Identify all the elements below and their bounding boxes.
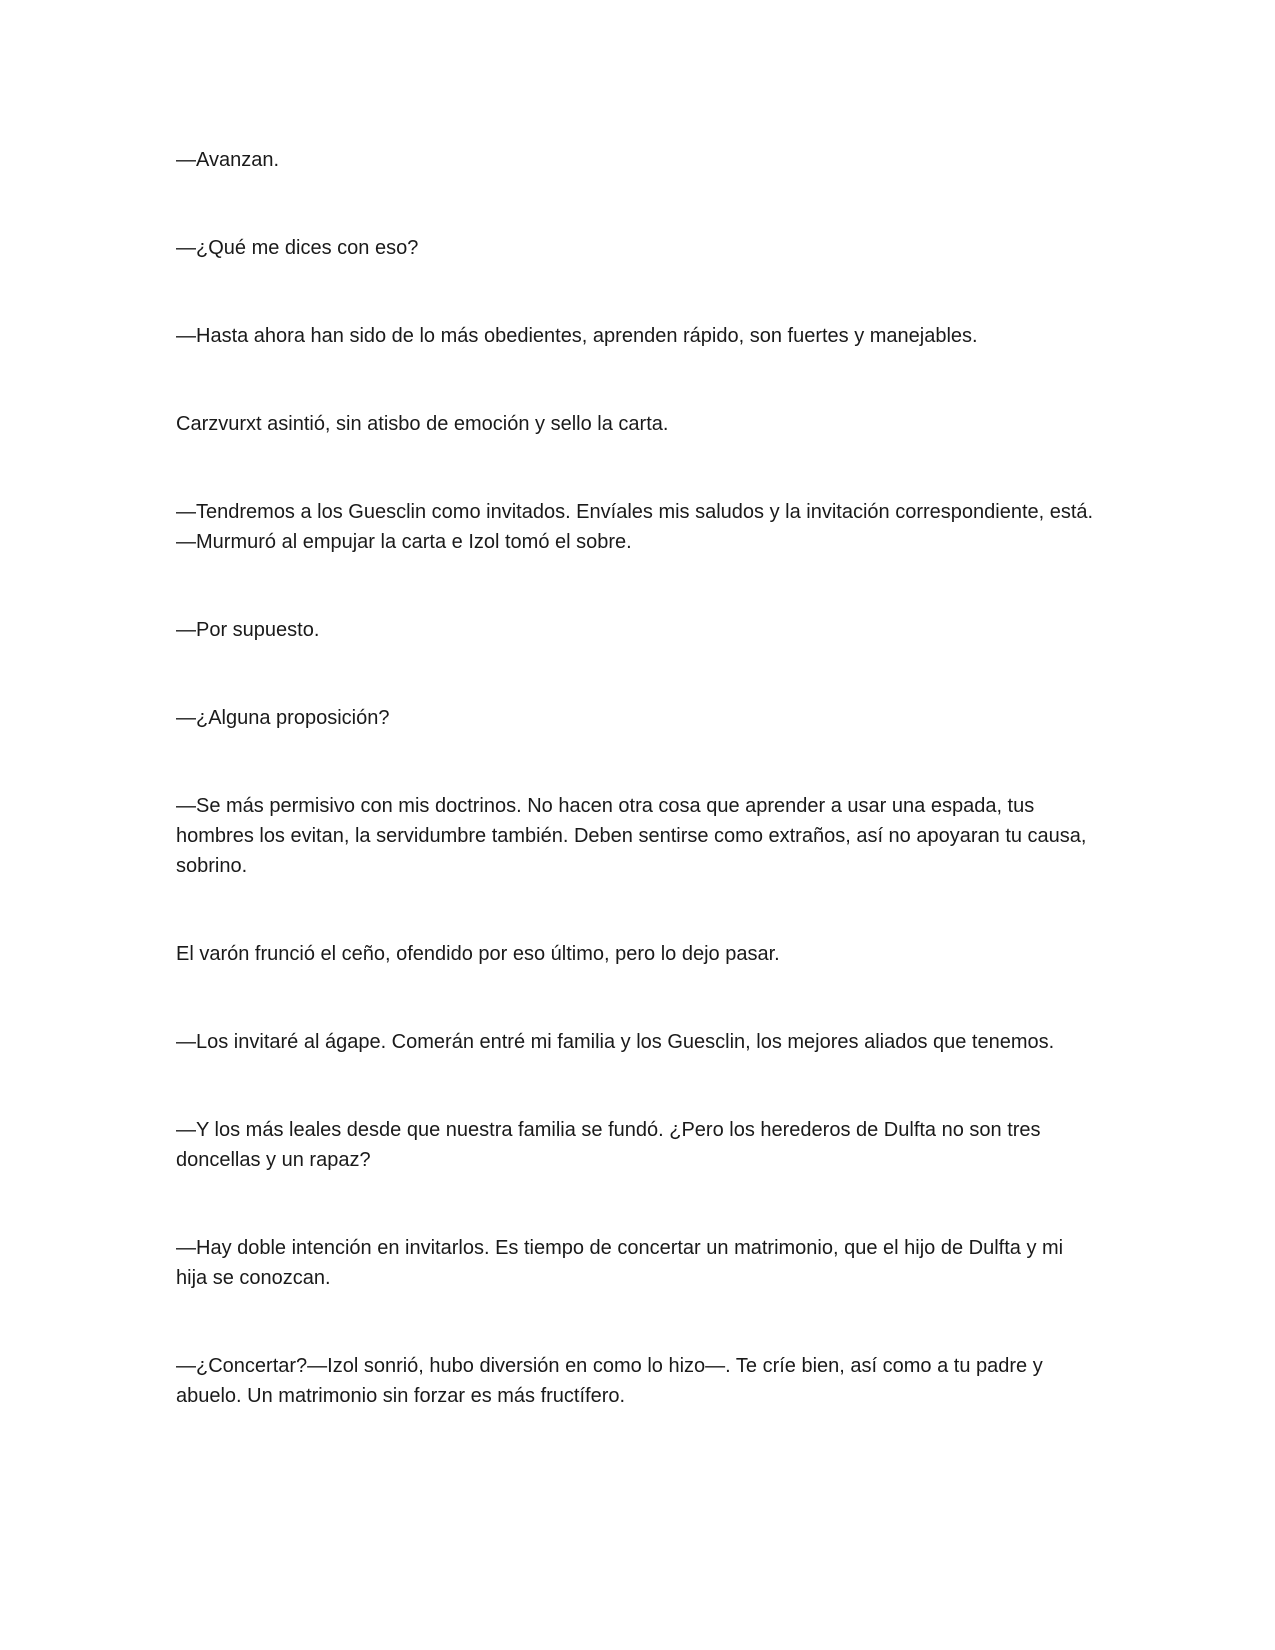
paragraph: —¿Qué me dices con eso? <box>176 237 419 259</box>
paragraph: —Hasta ahora han sido de lo más obedientes, aprenden rápido, son fuertes y manejables. <box>176 325 978 347</box>
paragraph: —Avanzan. <box>176 149 280 171</box>
paragraph: —¿Concertar?—Izol sonrió, hubo diversión en como lo hizo—. Te críe bien, así como a tu padre y abuelo. Un matrimonio sin forzar es más fructífero. <box>176 1355 1043 1407</box>
paragraph: —Los invitaré al ágape. Comerán entré mi familia y los Guesclin, los mejores aliados que tenemos. <box>176 1031 1055 1053</box>
paragraph: —Por supuesto. <box>176 619 320 641</box>
paragraph: —Se más permisivo con mis doctrinos. No hacen otra cosa que aprender a usar una espada, tus hombres los evitan, la servidumbre también. Deben sentirse como extraños, así no apoyaran tu causa, sobrino. <box>176 795 1087 877</box>
paragraph: —Tendremos a los Guesclin como invitados. Envíales mis saludos y la invitación correspondiente, está.—Murmuró al empujar la carta e Izol tomó el sobre. <box>176 501 1094 553</box>
paragraph: —Hay doble intención en invitarlos. Es tiempo de concertar un matrimonio, que el hijo de Dulfta y mi hija se conozcan. <box>176 1237 1064 1289</box>
paragraph: Carzvurxt asintió, sin atisbo de emoción y sello la carta. <box>176 413 669 435</box>
paragraph: —¿Alguna proposición? <box>176 707 390 729</box>
paragraph: —Y los más leales desde que nuestra familia se fundó. ¿Pero los herederos de Dulfta no son tres doncellas y un rapaz? <box>176 1119 1041 1171</box>
text-column <box>176 145 1096 1469</box>
paragraph: El varón frunció el ceño, ofendido por eso último, pero lo dejo pasar. <box>176 943 780 965</box>
